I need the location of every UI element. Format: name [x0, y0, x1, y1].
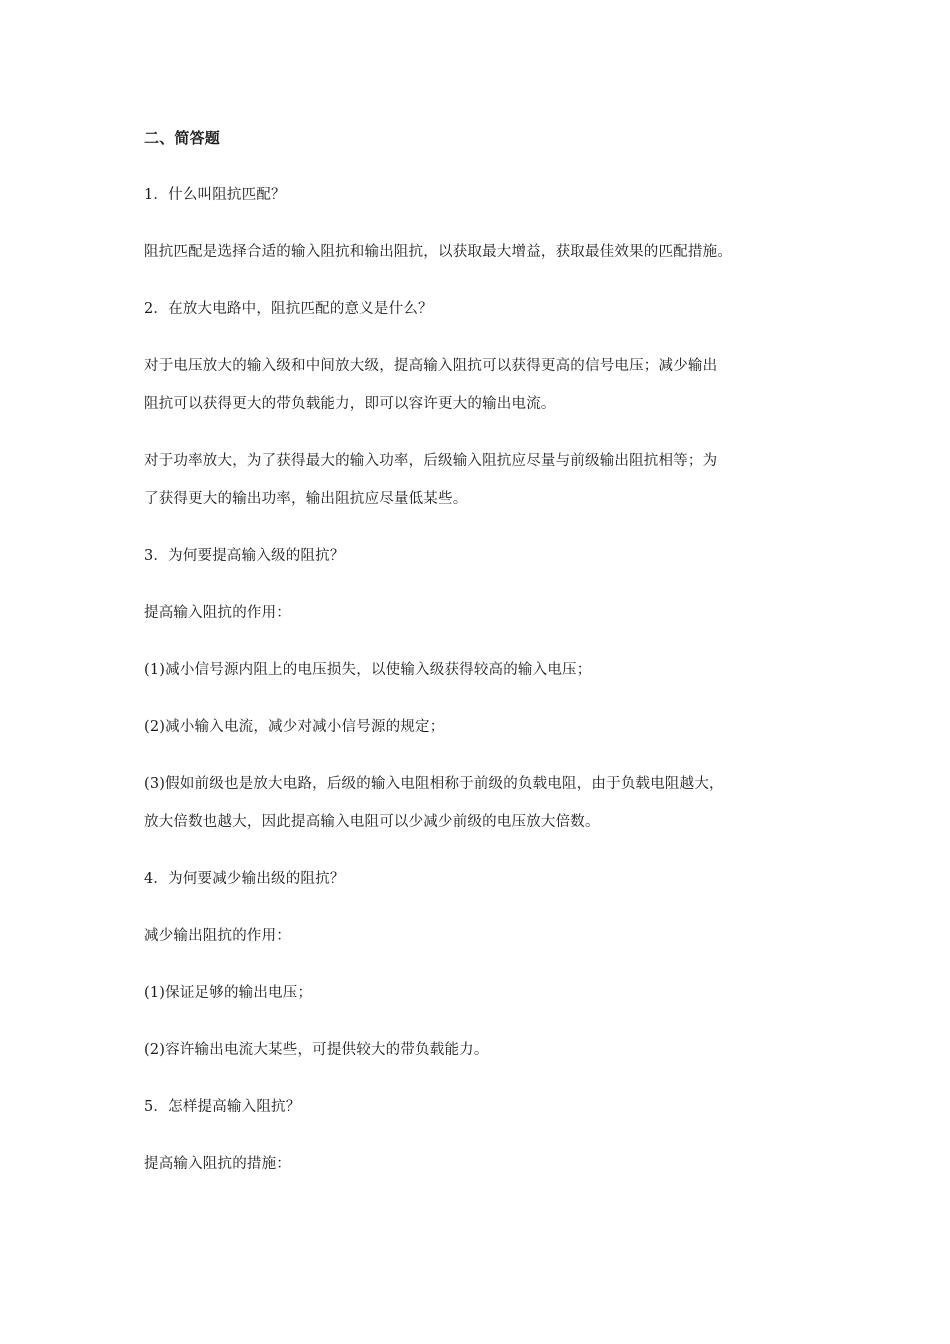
- answer-3-intro: 提高输入阻抗的作用：: [144, 605, 291, 621]
- question-1: 1．什么叫阻抗匹配？: [144, 187, 286, 203]
- answer-4-item-1: (1)保证足够的输出电压；: [144, 985, 313, 1001]
- answer-5-intro: 提高输入阻抗的措施：: [144, 1156, 291, 1172]
- question-2: 2．在放大电路中，阻抗匹配的意义是什么？: [144, 301, 433, 317]
- answer-4-item-2: (2)容许输出电流大某些，可提供较大的带负载能力。: [144, 1042, 489, 1058]
- answer-2-para-1-line-2: 阻抗可以获得更大的带负载能力，即可以容许更大的输出电流。: [144, 396, 556, 412]
- answer-3-item-3-line-2: 放大倍数也越大，因此提高输入电阻可以少减少前级的电压放大倍数。: [144, 814, 600, 830]
- answer-1: 阻抗匹配是选择合适的输入阻抗和输出阻抗，以获取最大增益，获取最佳效果的匹配措施。: [144, 244, 732, 260]
- answer-2-para-1-line-1: 对于电压放大的输入级和中间放大级，提高输入阻抗可以获得更高的信号电压；减少输出: [144, 358, 718, 374]
- answer-4-intro: 减少输出阻抗的作用：: [144, 928, 291, 944]
- answer-3-item-3-line-1: (3)假如前级也是放大电路，后级的输入电阻相称于前级的负载电阻，由于负载电阻越大，: [144, 776, 724, 792]
- answer-3-item-1: (1)减小信号源内阻上的电压损失，以使输入级获得较高的输入电压；: [144, 662, 592, 678]
- question-3: 3．为何要提高输入级的阻抗？: [144, 548, 345, 564]
- answer-2-para-2-line-2: 了获得更大的输出功率，输出阻抗应尽量低某些。: [144, 491, 468, 507]
- question-5: 5．怎样提高输入阻抗？: [144, 1099, 301, 1115]
- answer-3-item-2: (2)减小输入电流，减少对减小信号源的规定；: [144, 719, 445, 735]
- question-4: 4．为何要减少输出级的阻抗？: [144, 871, 345, 887]
- section-heading: 二、简答题: [144, 129, 221, 147]
- answer-2-para-2-line-1: 对于功率放大，为了获得最大的输入功率，后级输入阻抗应尽量与前级输出阻抗相等；为: [144, 453, 718, 469]
